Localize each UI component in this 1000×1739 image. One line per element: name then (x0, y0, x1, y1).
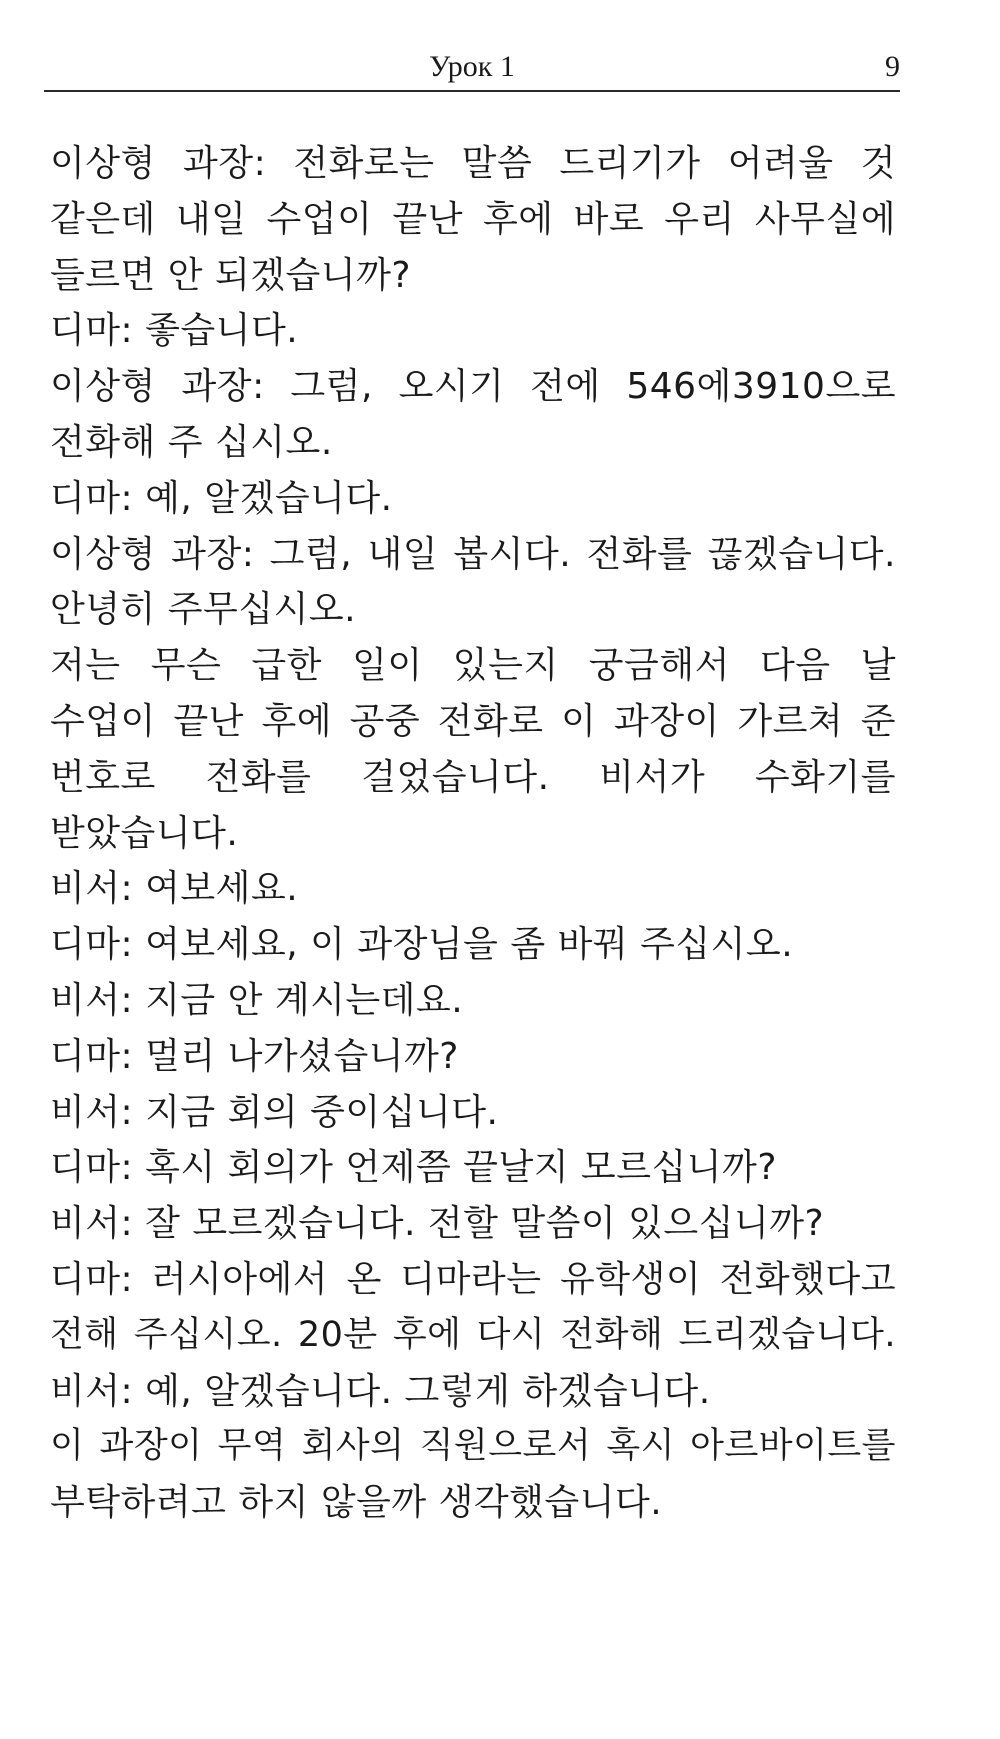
text-line: 수업이 끝난 후에 공중 전화로 이 과장이 가르쳐 준 (50, 700, 896, 742)
text-line: 디마: 예, 알겠습니다. (50, 477, 393, 519)
text-line: 저는 무슨 급한 일이 있는지 궁금해서 다음 날 (50, 645, 896, 687)
dialogue-text (50, 136, 896, 1531)
text-line: 안녕히 주무십시오. (50, 589, 357, 631)
text-line: 들르면 안 되겠습니까? (50, 254, 411, 296)
running-head (44, 44, 900, 92)
text-line: 같은데 내일 수업이 끝난 후에 바로 우리 사무실에 (50, 198, 896, 240)
text-line: 이상형 과장: 전화로는 말씀 드리기가 어려울 것 (50, 143, 896, 184)
text-line: 비서: 지금 회의 중이십니다. (50, 1091, 499, 1133)
text-line: 비서: 여보세요. (50, 868, 299, 910)
page-number: 9 (885, 50, 900, 83)
text-line: 이상형 과장: 그럼, 오시기 전에 546에3910으로 (50, 366, 896, 408)
text-line: 이상형 과장: 그럼, 내일 봅시다. 전화를 끊겠습니다. (50, 533, 896, 575)
chapter-title: Урок 1 (429, 50, 515, 83)
text-line: 번호로 전화를 걸었습니다. 비서가 수화기를 (50, 756, 896, 798)
text-line: 받았습니다. (50, 812, 239, 854)
text-line: 비서: 지금 안 계시는데요. (50, 979, 464, 1021)
text-line: 부탁하려고 하지 않을까 생각했습니다. (50, 1482, 663, 1524)
text-line: 디마: 여보세요, 이 과장님을 좀 바꿔 주십시오. (50, 924, 794, 966)
text-line: 전해 주십시오. 20분 후에 다시 전화해 드리겠습니다. (50, 1314, 896, 1355)
text-line: 이 과장이 무역 회사의 직원으로서 혹시 아르바이트를 (50, 1426, 896, 1467)
text-line: 디마: 러시아에서 온 디마라는 유학생이 전화했다고 (50, 1258, 896, 1300)
text-line: 디마: 좋습니다. (50, 310, 299, 352)
text-line: 디마: 멀리 나가셨습니까? (50, 1035, 459, 1077)
text-line: 전화해 주 십시오. (50, 421, 333, 463)
text-line: 디마: 혹시 회의가 언제쯤 끝날지 모르십니까? (50, 1147, 777, 1189)
text-line: 비서: 예, 알겠습니다. 그렇게 하겠습니다. (50, 1370, 711, 1412)
text-line: 비서: 잘 모르겠습니다. 전할 말씀이 있으십니까? (50, 1203, 825, 1245)
